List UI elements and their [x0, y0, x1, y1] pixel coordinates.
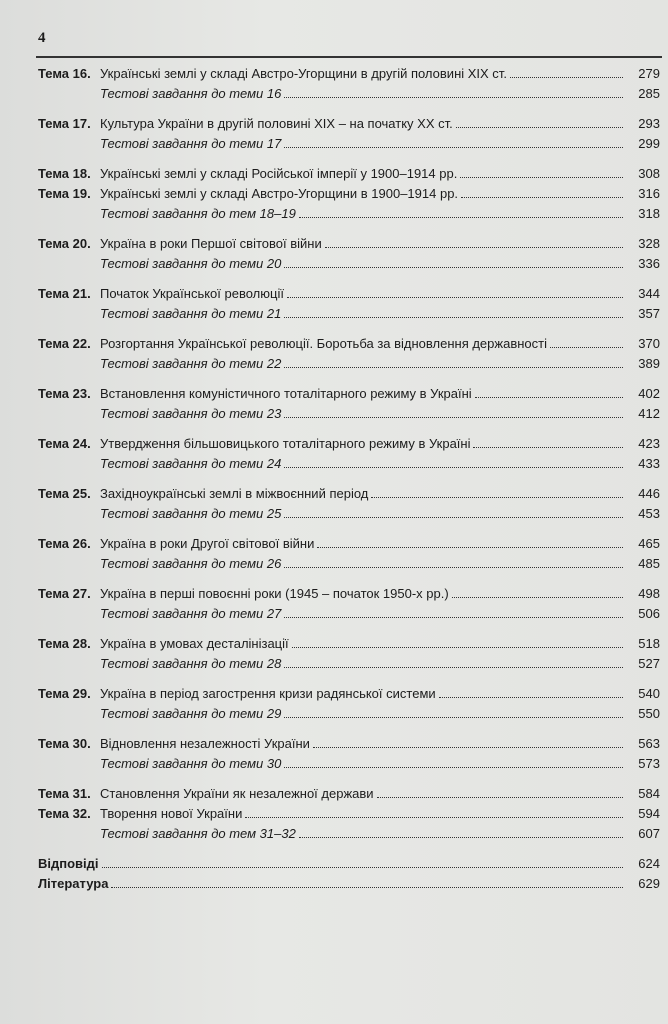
topic-title: Україна в період загострення кризи радянської системи	[100, 686, 436, 701]
toc-entry	[100, 584, 660, 604]
page-ref: 624	[638, 856, 660, 871]
test-title: Тестові завдання до теми 24	[100, 456, 282, 471]
toc-row-test	[38, 84, 660, 104]
page-ref: 594	[638, 806, 660, 821]
test-title: Тестові завдання до теми 26	[100, 556, 282, 571]
dot-leader	[473, 447, 623, 448]
toc-row-topic	[38, 334, 660, 354]
toc-row-test	[38, 604, 660, 624]
dot-leader	[102, 867, 623, 868]
topic-title: Література	[38, 876, 109, 891]
test-title: Тестові завдання до тем 31–32	[100, 826, 296, 841]
dot-leader	[377, 797, 623, 798]
toc-entry	[100, 434, 660, 454]
dot-leader	[325, 247, 623, 248]
toc-entry	[100, 64, 660, 84]
page-ref: 285	[638, 86, 660, 101]
dot-leader	[284, 317, 623, 318]
toc-row-topic	[38, 184, 660, 204]
page-ref: 370	[638, 336, 660, 351]
page-ref: 527	[638, 656, 660, 671]
page-ref: 540	[638, 686, 660, 701]
toc-row-test	[38, 404, 660, 424]
page-ref: 607	[638, 826, 660, 841]
toc-entry	[100, 284, 660, 304]
test-title: Тестові завдання до тем 18–19	[100, 206, 296, 221]
page-ref: 412	[638, 406, 660, 421]
dot-leader	[284, 567, 623, 568]
page-ref: 293	[638, 116, 660, 131]
toc-row-test	[38, 704, 660, 724]
page-ref: 506	[638, 606, 660, 621]
toc-entry	[100, 784, 660, 804]
toc-row-topic	[38, 484, 660, 504]
test-title: Тестові завдання до теми 16	[100, 86, 282, 101]
test-title: Тестові завдання до теми 21	[100, 306, 282, 321]
page-ref: 279	[638, 66, 660, 81]
toc-row-test	[38, 654, 660, 674]
test-title: Тестові завдання до теми 29	[100, 706, 282, 721]
spacer	[38, 724, 660, 734]
topic-label: Тема 31.	[38, 786, 91, 801]
toc-row-appendix	[38, 874, 660, 894]
spacer	[38, 774, 660, 784]
toc-row-topic	[38, 684, 660, 704]
toc-row-topic	[38, 584, 660, 604]
toc-entry	[100, 534, 660, 554]
toc-row-test	[38, 754, 660, 774]
spacer	[38, 674, 660, 684]
toc-entry	[100, 354, 660, 374]
dot-leader	[284, 147, 623, 148]
topic-title: Українські землі у складі Австро-Угорщини в 1900–1914 рр.	[100, 186, 459, 201]
dot-leader	[452, 597, 623, 598]
dot-leader	[510, 77, 623, 78]
toc-entry	[100, 254, 660, 274]
topic-label: Тема 27.	[38, 586, 91, 601]
dot-leader	[456, 127, 623, 128]
page-ref: 402	[638, 386, 660, 401]
topic-label: Тема 26.	[38, 536, 91, 551]
spacer	[38, 104, 660, 114]
toc-row-topic	[38, 804, 660, 824]
topic-title: Україна в роки Першої світової війни	[100, 236, 322, 251]
dot-leader	[284, 667, 623, 668]
toc-row-test	[38, 304, 660, 324]
page-ref: 433	[638, 456, 660, 471]
topic-label: Тема 19.	[38, 186, 91, 201]
topic-title: Україна в умовах десталінізації	[100, 636, 289, 651]
page-ref: 357	[638, 306, 660, 321]
dot-leader	[461, 197, 623, 198]
toc-row-topic	[38, 634, 660, 654]
toc-row-test	[38, 824, 660, 844]
toc-entry	[100, 654, 660, 674]
dot-leader	[245, 817, 623, 818]
topic-label: Тема 16.	[38, 66, 91, 81]
page-ref: 584	[638, 786, 660, 801]
dot-leader	[284, 767, 623, 768]
toc-row-topic	[38, 284, 660, 304]
topic-title: Утвердження більшовицького тоталітарного режиму в Україні	[100, 436, 471, 451]
dot-leader	[313, 747, 623, 748]
toc-entry	[100, 184, 660, 204]
topic-label: Тема 24.	[38, 436, 91, 451]
dot-leader	[284, 97, 623, 98]
page-ref: 423	[638, 436, 660, 451]
dot-leader	[460, 177, 623, 178]
toc-row-topic	[38, 234, 660, 254]
spacer	[38, 324, 660, 334]
topic-title: Творення нової України	[100, 806, 243, 821]
toc-entry	[100, 484, 660, 504]
toc-row-test	[38, 454, 660, 474]
topic-label: Тема 17.	[38, 116, 91, 131]
page-ref: 389	[638, 356, 660, 371]
toc-row-topic	[38, 64, 660, 84]
dot-leader	[299, 217, 623, 218]
topic-label: Тема 23.	[38, 386, 91, 401]
page-ref: 328	[638, 236, 660, 251]
dot-leader	[299, 837, 623, 838]
toc-entry	[100, 554, 660, 574]
dot-leader	[550, 347, 623, 348]
spacer	[38, 844, 660, 854]
dot-leader	[284, 617, 623, 618]
spacer	[38, 524, 660, 534]
toc-row-test	[38, 204, 660, 224]
topic-label: Тема 25.	[38, 486, 91, 501]
toc-entry	[100, 134, 660, 154]
test-title: Тестові завдання до теми 28	[100, 656, 282, 671]
toc-entry	[100, 804, 660, 824]
test-title: Тестові завдання до теми 20	[100, 256, 282, 271]
topic-title: Початок Української революції	[100, 286, 284, 301]
toc-entry	[100, 684, 660, 704]
toc-row-test	[38, 354, 660, 374]
toc-entry	[100, 754, 660, 774]
toc-entry	[100, 84, 660, 104]
test-title: Тестові завдання до теми 27	[100, 606, 282, 621]
spacer	[38, 374, 660, 384]
dot-leader	[371, 497, 623, 498]
toc-row-test	[38, 134, 660, 154]
topic-label: Тема 28.	[38, 636, 91, 651]
toc-entry	[100, 824, 660, 844]
dot-leader	[111, 887, 623, 888]
toc-row-test	[38, 254, 660, 274]
toc-row-topic	[38, 114, 660, 134]
dot-leader	[284, 517, 623, 518]
toc-row-topic	[38, 434, 660, 454]
dot-leader	[284, 367, 623, 368]
toc-entry	[100, 164, 660, 184]
dot-leader	[284, 467, 623, 468]
page-ref: 446	[638, 486, 660, 501]
page-ref: 498	[638, 586, 660, 601]
toc-entry	[100, 304, 660, 324]
test-title: Тестові завдання до теми 22	[100, 356, 282, 371]
dot-leader	[317, 547, 623, 548]
toc-entry	[100, 404, 660, 424]
page-ref: 550	[638, 706, 660, 721]
topic-title: Українські землі у складі Російської імперії у 1900–1914 рр.	[100, 166, 458, 181]
toc-row-topic	[38, 734, 660, 754]
spacer	[38, 574, 660, 584]
toc-row-topic	[38, 384, 660, 404]
toc-entry	[100, 604, 660, 624]
topic-label: Тема 30.	[38, 736, 91, 751]
page-ref: 485	[638, 556, 660, 571]
dot-leader	[292, 647, 623, 648]
page-ref: 336	[638, 256, 660, 271]
toc-entry	[100, 634, 660, 654]
page-ref: 563	[638, 736, 660, 751]
page-ref: 344	[638, 286, 660, 301]
toc-entry	[100, 504, 660, 524]
toc-row-topic	[38, 534, 660, 554]
topic-title: Відновлення незалежності України	[100, 736, 310, 751]
spacer	[38, 474, 660, 484]
toc-entry	[100, 384, 660, 404]
topic-label: Тема 22.	[38, 336, 91, 351]
toc-row-topic	[38, 784, 660, 804]
toc-entry	[100, 734, 660, 754]
dot-leader	[284, 417, 623, 418]
spacer	[38, 424, 660, 434]
topic-title: Становлення України як незалежної держави	[100, 786, 374, 801]
toc-entry	[100, 704, 660, 724]
toc-entry	[100, 114, 660, 134]
topic-title: Україна в роки Другої світової війни	[100, 536, 315, 551]
topic-title: Українські землі у складі Австро-Угорщини в другій половині XIX ст.	[100, 66, 507, 81]
topic-title: Україна в перші повоєнні роки (1945 – початок 1950-х рр.)	[100, 586, 449, 601]
page-ref: 518	[638, 636, 660, 651]
test-title: Тестові завдання до теми 23	[100, 406, 282, 421]
toc-row-topic	[38, 164, 660, 184]
dot-leader	[284, 267, 623, 268]
toc-entry	[100, 204, 660, 224]
dot-leader	[475, 397, 623, 398]
toc-entry	[38, 854, 660, 874]
topic-title: Розгортання Української революції. Боротьба за відновлення державності	[100, 336, 547, 351]
topic-label: Тема 29.	[38, 686, 91, 701]
toc-entry	[38, 874, 660, 894]
toc-row-test	[38, 504, 660, 524]
spacer	[38, 624, 660, 634]
toc-entry	[100, 334, 660, 354]
topic-label: Тема 18.	[38, 166, 91, 181]
topic-label: Тема 20.	[38, 236, 91, 251]
page-ref: 318	[638, 206, 660, 221]
test-title: Тестові завдання до теми 17	[100, 136, 282, 151]
page-ref: 308	[638, 166, 660, 181]
spacer	[38, 154, 660, 164]
page-ref: 465	[638, 536, 660, 551]
topic-label: Тема 21.	[38, 286, 91, 301]
topic-title: Відповіді	[38, 856, 99, 871]
toc-row-appendix	[38, 854, 660, 874]
spacer	[38, 274, 660, 284]
toc-entry	[100, 234, 660, 254]
table-of-contents	[38, 64, 660, 894]
dot-leader	[284, 717, 623, 718]
header-rule	[36, 56, 662, 58]
topic-title: Культура України в другій половині XIX – на початку XX ст.	[100, 116, 453, 131]
page-number: 4	[38, 30, 46, 46]
toc-row-test	[38, 554, 660, 574]
topic-label: Тема 32.	[38, 806, 91, 821]
dot-leader	[439, 697, 623, 698]
page-ref: 453	[638, 506, 660, 521]
toc-entry	[100, 454, 660, 474]
spacer	[38, 224, 660, 234]
topic-title: Встановлення комуністичного тоталітарного режиму в Україні	[100, 386, 472, 401]
dot-leader	[287, 297, 623, 298]
page-ref: 629	[638, 876, 660, 891]
topic-title: Західноукраїнські землі в міжвоєнний період	[100, 486, 369, 501]
test-title: Тестові завдання до теми 25	[100, 506, 282, 521]
page-ref: 299	[638, 136, 660, 151]
page-ref: 316	[638, 186, 660, 201]
test-title: Тестові завдання до теми 30	[100, 756, 282, 771]
page-ref: 573	[638, 756, 660, 771]
